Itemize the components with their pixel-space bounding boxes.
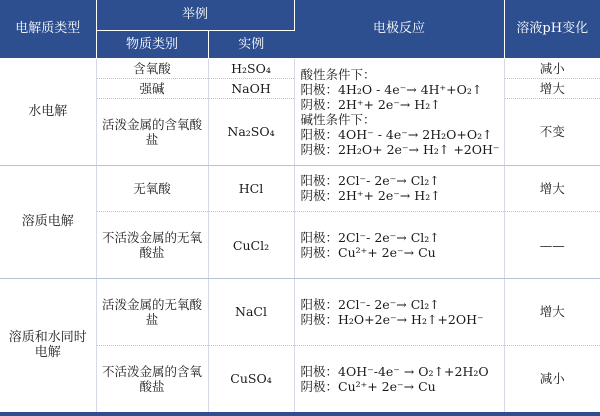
ph-cell: 增大 [504,278,600,345]
reaction-cell [294,58,504,165]
header-type: 电解质类型 [0,0,96,58]
instance-cell: NaCl [208,278,294,345]
reaction-line: 阳极：2Cl⁻- 2e⁻→ Cl₂↑ [300,296,440,312]
type-cell: 水电解 [0,58,96,165]
ph-cell: —— [504,212,600,279]
ph-cell: 减小 [504,58,600,78]
table-header [0,0,600,58]
category-cell: 含氧酸 [96,58,208,78]
instance-cell: CuCl₂ [208,212,294,279]
ph-cell: 增大 [504,165,600,212]
reaction-line: 阴极：2H⁺+ 2e⁻→ H₂↑ [300,188,441,204]
instance-cell: Na₂SO₄ [208,98,294,165]
reaction-line: 阴极：Cu²⁺+ 2e⁻→ Cu [300,378,436,394]
instance-cell: NaOH [208,78,294,98]
category-cell: 强碱 [96,78,208,98]
header-category: 物质类别 [96,30,208,58]
reaction-line: 酸性条件下： [300,66,376,82]
table-row [0,278,600,345]
instance-cell: H₂SO₄ [208,58,294,78]
header-reaction: 电极反应 [294,0,504,58]
reaction-line: 阴极：2H₂O+ 2e⁻→ H₂↑ +2OH⁻ [300,141,500,157]
reaction-line: 阳极：4OH⁻-4e⁻ → O₂↑+2H₂O [300,363,489,379]
reaction-line: 阴极：2H⁺+ 2e⁻→ H₂↑ [300,96,441,112]
header-instance: 实例 [208,30,294,58]
category-cell: 不活泼金属的无氧酸盐 [96,212,208,279]
reaction-line: 阴极：Cu²⁺+ 2e⁻→ Cu [300,245,436,261]
reaction-line: 阳极：2Cl⁻- 2e⁻→ Cl₂↑ [300,173,440,189]
type-cell: 溶质电解 [0,165,96,278]
reaction-line: 阳极：4H₂O - 4e⁻→ 4H⁺+O₂↑ [300,81,483,97]
reaction-line: 阳极：2Cl⁻- 2e⁻→ Cl₂↑ [300,230,440,246]
reaction-cell [294,278,504,345]
ph-cell: 不变 [504,98,600,165]
bottom-rule [0,412,600,416]
reaction-line: 阳极：4OH⁻ - 4e⁻→ 2H₂O+O₂↑ [300,126,493,142]
reaction-line: 碱性条件下： [300,111,376,127]
reaction-cell [294,212,504,279]
reaction-cell [294,345,504,412]
header-ph: 溶液pH变化 [504,0,600,58]
instance-cell: HCl [208,165,294,212]
type-cell: 溶质和水同时电解 [0,278,96,412]
ph-cell: 增大 [504,78,600,98]
category-cell: 无氧酸 [96,165,208,212]
table-row [0,165,600,212]
category-cell: 不活泼金属的含氧酸盐 [96,345,208,412]
header-example: 举例 [96,0,294,30]
reaction-line: 阴极：H₂O+2e⁻→ H₂↑+2OH⁻ [300,311,484,327]
table-row [0,58,600,78]
category-cell: 活泼金属的无氧酸盐 [96,278,208,345]
category-cell: 活泼金属的含氧酸盐 [96,98,208,165]
instance-cell: CuSO₄ [208,345,294,412]
ph-cell: 减小 [539,371,565,387]
reaction-cell [294,165,504,212]
